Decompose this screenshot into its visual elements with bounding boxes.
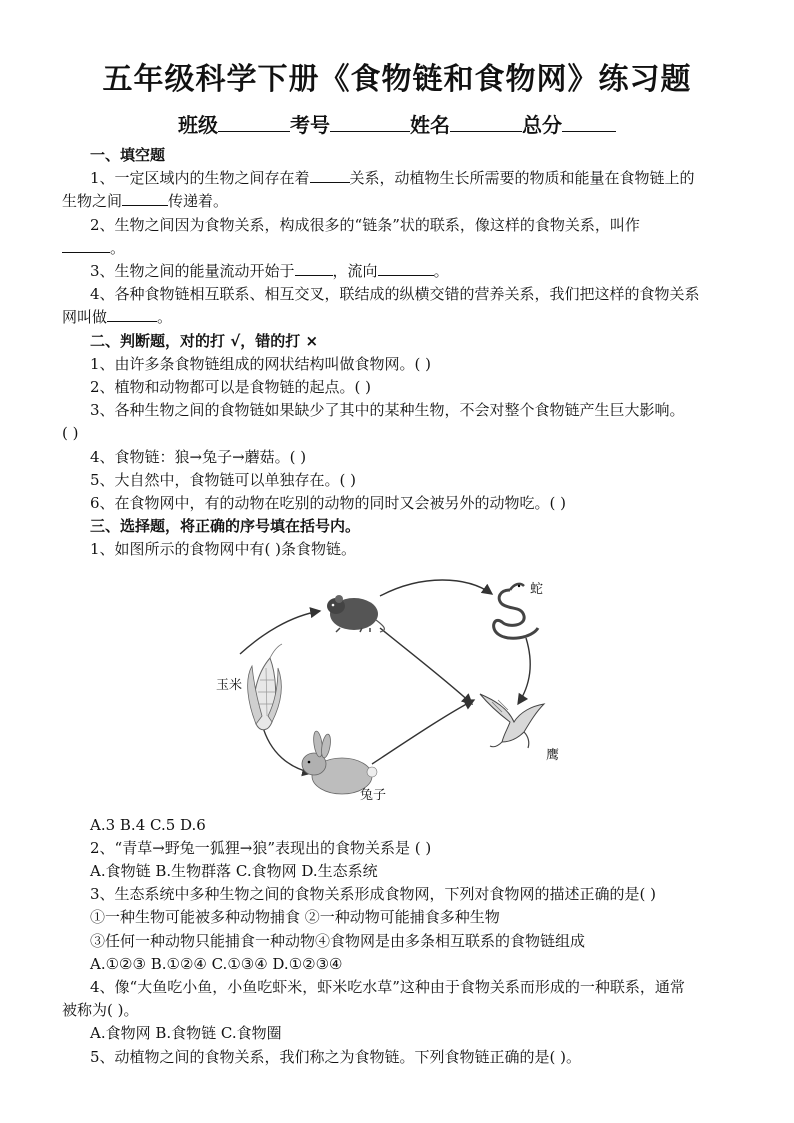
question-text: 生物之间 bbox=[62, 192, 123, 211]
tf-question-5: 5、大自然中，食物链可以单独存在。( ) bbox=[90, 470, 357, 489]
mouse-icon bbox=[327, 595, 384, 632]
name-label: 姓名 bbox=[410, 113, 450, 137]
worksheet-content bbox=[62, 144, 742, 1069]
arrow-mouse-to-hawk bbox=[380, 628, 472, 704]
class-blank[interactable] bbox=[218, 111, 290, 132]
class-label: 班级 bbox=[178, 113, 218, 137]
exam-no-blank[interactable] bbox=[330, 111, 410, 132]
tf-question-3: 3、各种生物之间的食物链如果缺少了其中的某种生物，不会对整个食物链产生巨大影响。 bbox=[90, 401, 685, 420]
mc-question-3-statement-1: ①一种生物可能被多种动物捕食 ②一种动物可能捕食多种生物 bbox=[90, 908, 500, 927]
mc-question-2: 2、“青草→野兔一狐狸→狼”表现出的食物关系是 ( ) bbox=[90, 838, 432, 857]
mc-question-3: 3、生态系统中多种生物之间的食物关系形成食物网，下列对食物网的描述正确的是( ) bbox=[90, 885, 657, 904]
food-web-svg bbox=[62, 576, 742, 806]
corn-label: 玉米 bbox=[216, 677, 243, 693]
snake-label: 蛇 bbox=[530, 581, 544, 597]
fill-question-1 bbox=[62, 167, 742, 190]
corn-icon bbox=[248, 644, 282, 730]
question-text: 。 bbox=[110, 238, 126, 257]
fill-question-3 bbox=[62, 260, 742, 283]
mc-question-4: 4、像“大鱼吃小鱼，小鱼吃虾米，虾米吃水草”这种由于食物关系而形成的一种联系，通常 bbox=[90, 978, 685, 997]
tf-question-6: 6、在食物网中，有的动物在吃别的动物的同时又会被另外的动物吃。( ) bbox=[90, 494, 567, 513]
section-heading-fill-in: 一、填空题 bbox=[90, 146, 166, 164]
hawk-icon bbox=[480, 694, 544, 748]
question-text: 传递着。 bbox=[168, 192, 229, 211]
arrow-mouse-to-snake bbox=[380, 580, 492, 596]
answer-blank[interactable] bbox=[310, 167, 350, 183]
arrow-snake-to-hawk bbox=[518, 638, 530, 704]
tf-question-1: 1、由许多条食物链组成的网状结构叫做食物网。( ) bbox=[90, 354, 432, 373]
mc-question-4-cont: 被称为( )。 bbox=[62, 1001, 139, 1020]
question-text: 3、生物之间的能量流动开始于 bbox=[90, 262, 295, 281]
fill-question-1-cont bbox=[62, 190, 742, 213]
mc-question-4-options: A.食物网 B.食物链 C.食物圈 bbox=[90, 1024, 282, 1043]
mc-question-3-statement-2: ③任何一种动物只能捕食一种动物④食物网是由多条相互联系的食物链组成 bbox=[90, 931, 586, 950]
fill-question-2: 2、生物之间因为食物关系，构成很多的“链条”状的联系，像这样的食物关系，叫作 bbox=[90, 215, 640, 234]
tf-question-4: 4、食物链：狼→兔子→蘑菇。( ) bbox=[90, 447, 307, 466]
page-title: 五年级科学下册《食物链和食物网》练习题 bbox=[102, 62, 692, 97]
mc-question-2-options: A.食物链 B.生物群落 C.食物网 D.生态系统 bbox=[90, 862, 378, 881]
arrow-corn-to-mouse bbox=[240, 611, 320, 654]
mc-question-5: 5、动植物之间的食物关系，我们称之为食物链。下列食物链正确的是( )。 bbox=[90, 1047, 582, 1066]
hawk-label: 鹰 bbox=[546, 747, 560, 763]
student-info-line bbox=[0, 110, 794, 140]
score-label: 总分 bbox=[522, 113, 562, 137]
question-text: 1、一定区域内的生物之间存在着 bbox=[90, 169, 310, 188]
score-blank[interactable] bbox=[562, 111, 616, 132]
question-text: 网叫做 bbox=[62, 308, 108, 327]
answer-blank[interactable] bbox=[107, 306, 157, 322]
answer-blank[interactable] bbox=[378, 260, 434, 276]
food-web-diagram bbox=[62, 576, 742, 806]
mc-question-1: 1、如图所示的食物网中有( )条食物链。 bbox=[90, 540, 357, 559]
fill-question-4: 4、各种食物链相互联系、相互交叉，联结成的纵横交错的营养关系，我们把这样的食物关系 bbox=[90, 285, 700, 304]
question-text: 。 bbox=[433, 262, 449, 281]
section-heading-true-false: 二、判断题，对的打 √，错的打 × bbox=[90, 331, 319, 350]
rabbit-label: 兔子 bbox=[360, 787, 387, 803]
answer-blank[interactable] bbox=[122, 190, 168, 206]
fill-question-4-cont bbox=[62, 306, 742, 329]
answer-blank[interactable] bbox=[295, 260, 333, 276]
tf-question-3-cont: ( ) bbox=[62, 424, 79, 443]
fill-question-2-cont bbox=[62, 237, 742, 260]
question-text: 。 bbox=[157, 308, 173, 327]
mc-question-1-options: A.3 B.4 C.5 D.6 bbox=[90, 815, 206, 834]
tf-question-2: 2、植物和动物都可以是食物链的起点。( ) bbox=[90, 378, 372, 397]
question-text: ，流向 bbox=[332, 262, 378, 281]
section-heading-multiple-choice: 三、选择题，将正确的序号填在括号内。 bbox=[90, 517, 361, 536]
name-blank[interactable] bbox=[450, 111, 522, 132]
question-text: 关系，动植物生长所需要的物质和能量在食物链上的 bbox=[349, 169, 695, 188]
mc-question-3-options: A.①②③ B.①②④ C.①③④ D.①②③④ bbox=[90, 954, 343, 973]
exam-no-label: 考号 bbox=[290, 113, 330, 137]
answer-blank[interactable] bbox=[62, 237, 110, 253]
arrow-rabbit-to-hawk bbox=[372, 700, 474, 764]
